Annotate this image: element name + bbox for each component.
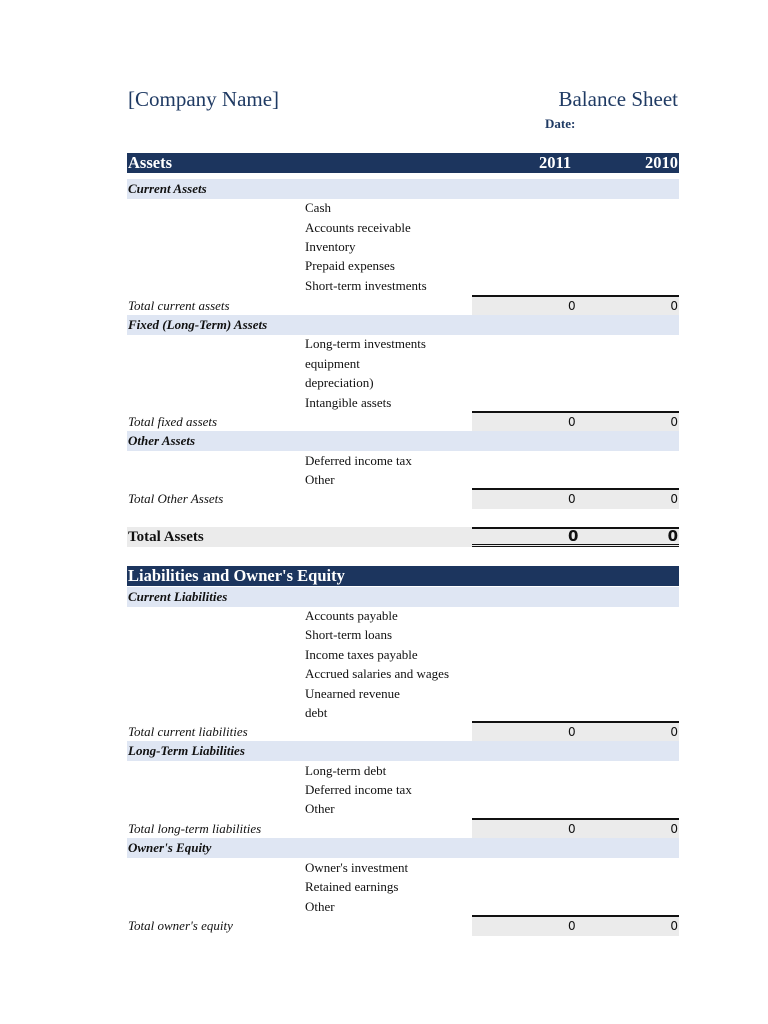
total-label: Total long-term liabilities (128, 821, 262, 836)
liabilities-heading: Liabilities and Owner's Equity (128, 566, 345, 585)
line-item: equipment (305, 356, 360, 371)
total-assets-row (127, 527, 679, 547)
assets-heading: Assets (128, 153, 172, 172)
total-current-liabilities-row (127, 722, 679, 742)
section-label: Current Assets (128, 181, 207, 196)
total-value-2011: 0 (568, 919, 576, 933)
section-long-term-liabilities (127, 741, 679, 761)
total-current-assets-row (127, 296, 679, 316)
total-value-2010: 0 (670, 492, 678, 506)
document-title: Balance Sheet (558, 87, 678, 111)
section-fixed-assets (127, 315, 679, 335)
total-owners-equity-row (127, 916, 679, 936)
line-item: Inventory (305, 239, 356, 254)
line-item: Accrued salaries and wages (305, 666, 450, 681)
total-label: Total current assets (128, 298, 230, 313)
total-value-2010: 0 (670, 299, 678, 313)
line-item: Other (305, 899, 335, 914)
company-name: [Company Name] (128, 87, 280, 111)
line-item: Long-term investments (305, 336, 426, 351)
section-label: Owner's Equity (128, 840, 212, 855)
line-item: Short-term investments (305, 278, 427, 293)
section-label: Long-Term Liabilities (128, 743, 245, 758)
line-item: Long-term debt (305, 763, 387, 778)
grand-total-label: Total Assets (128, 529, 204, 545)
line-item: Prepaid expenses (305, 258, 395, 273)
total-value-2010: 0 (670, 919, 678, 933)
section-current-liabilities (127, 587, 679, 607)
section-label: Fixed (Long-Term) Assets (128, 317, 268, 332)
section-label: Current Liabilities (128, 589, 228, 604)
column-year-2010: 2010 (645, 153, 678, 172)
grand-total-2010: 0 (667, 527, 678, 545)
total-value-2010: 0 (670, 822, 678, 836)
line-item: Cash (305, 200, 331, 215)
total-value-2011: 0 (568, 725, 576, 739)
line-item: Other (305, 472, 335, 487)
total-value-2011: 0 (568, 299, 576, 313)
line-item: Other (305, 801, 335, 816)
date-label: Date: (545, 116, 576, 131)
line-item: debt (305, 705, 328, 720)
total-value-2011: 0 (568, 822, 576, 836)
line-item: Deferred income tax (305, 782, 412, 797)
section-current-assets (127, 179, 679, 199)
line-item: Deferred income tax (305, 453, 412, 468)
line-item: Intangible assets (305, 395, 392, 410)
line-item: Accounts receivable (305, 220, 411, 235)
total-fixed-assets-row (127, 412, 679, 432)
line-item: depreciation) (305, 375, 374, 390)
line-item: Short-term loans (305, 627, 393, 642)
line-item: Income taxes payable (305, 647, 418, 662)
line-item: Owner's investment (305, 860, 409, 875)
total-label: Total Other Assets (128, 491, 224, 506)
total-label: Total fixed assets (128, 414, 218, 429)
section-label: Other Assets (128, 433, 196, 448)
total-label: Total owner's equity (128, 918, 233, 933)
total-label: Total current liabilities (128, 724, 248, 739)
column-year-2011: 2011 (539, 153, 572, 172)
line-item: Retained earnings (305, 879, 399, 894)
section-owners-equity (127, 838, 679, 858)
total-long-term-liabilities-row (127, 819, 679, 839)
total-value-2010: 0 (670, 415, 678, 429)
total-value-2011: 0 (568, 492, 576, 506)
assets-header-band (127, 153, 679, 173)
total-value-2010: 0 (670, 725, 678, 739)
line-item: Unearned revenue (305, 686, 400, 701)
grand-total-2011: 0 (568, 527, 579, 545)
liabilities-header-band (127, 566, 679, 586)
line-item: Accounts payable (305, 608, 398, 623)
total-other-assets-row (127, 489, 679, 509)
total-value-2011: 0 (568, 415, 576, 429)
section-other-assets (127, 431, 679, 451)
